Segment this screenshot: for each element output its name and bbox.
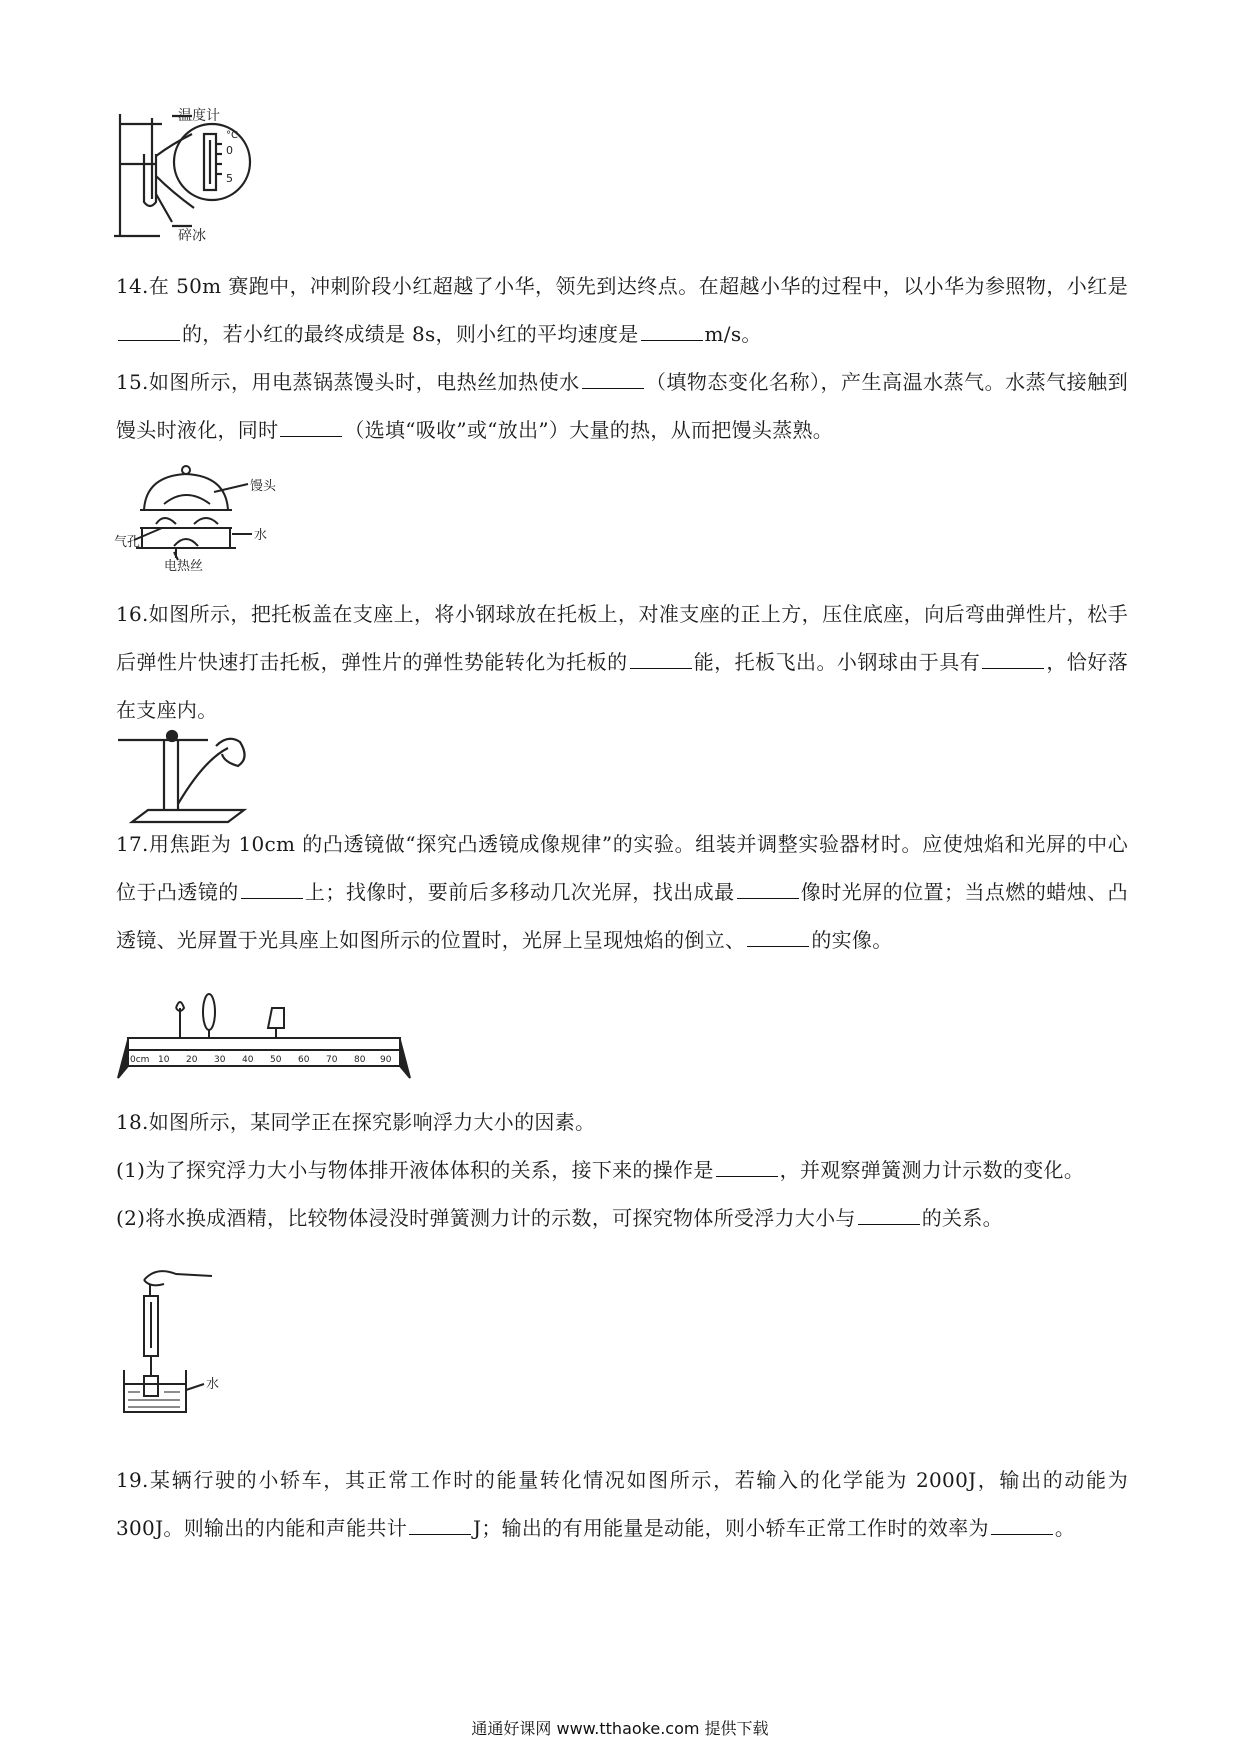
q18-s2-text-1: (2)将水换成酒精，比较物体浸没时弹簧测力计的示数，可探究物体所受浮力大小与 xyxy=(116,1206,856,1230)
tick-label: 40 xyxy=(242,1055,254,1065)
q15-blank-1[interactable] xyxy=(582,370,644,389)
optical-bench-diagram xyxy=(114,990,414,1082)
q15-text-1: 15.如图所示，用电蒸锅蒸馒头时，电热丝加热使水 xyxy=(116,370,580,394)
q17-blank-3[interactable] xyxy=(747,928,809,947)
tick-label: 50 xyxy=(270,1055,282,1065)
thermometer-figure xyxy=(112,104,262,244)
ice-label: 碎冰 xyxy=(178,228,206,244)
question-15 xyxy=(116,358,1128,454)
q16-blank-1[interactable] xyxy=(630,650,692,669)
tick-label: 80 xyxy=(354,1055,366,1065)
q18-s1-text-1: (1)为了探究浮力大小与物体排开液体体积的关系，接下来的操作是 xyxy=(116,1158,714,1182)
steamer-figure xyxy=(114,462,290,572)
q16-text-3: ，恰好落在支座内。 xyxy=(116,650,1129,722)
water-label: 水 xyxy=(254,528,268,543)
q15-blank-2[interactable] xyxy=(280,418,342,437)
scale-unit: °C xyxy=(226,130,238,141)
tick-label: 30 xyxy=(214,1055,226,1065)
q16-blank-2[interactable] xyxy=(982,650,1044,669)
scale-five: 5 xyxy=(226,172,233,185)
question-18-part-2 xyxy=(116,1194,1128,1242)
q15-text-3: （选填“吸收”或“放出”）大量的热，从而把馒头蒸熟。 xyxy=(344,418,834,442)
q17-text-1: 17.用焦距为 10cm 的凸透镜做“探究凸透镜成像规律”的实验。组装并调整实验器材时。应使烛焰和光屏的中心位于凸透镜的 xyxy=(116,832,1128,904)
tick-label: 10 xyxy=(158,1055,170,1065)
q19-text-1: 19.某辆行驶的小轿车，其正常工作时的能量转化情况如图所示，若输入的化学能为 2000J，输出的动能为 300J。则输出的内能和声能共计 xyxy=(116,1468,1128,1540)
q16-text-2: 能，托板飞出。小钢球由于具有 xyxy=(693,650,981,674)
q14-text-3: m/s。 xyxy=(704,322,762,346)
q17-blank-1[interactable] xyxy=(241,880,303,899)
buoyancy-diagram xyxy=(116,1262,246,1422)
q17-blank-2[interactable] xyxy=(737,880,799,899)
q18-blank-2[interactable] xyxy=(858,1206,920,1225)
hole-label: 气孔 xyxy=(114,535,141,550)
buoyancy-figure xyxy=(116,1262,246,1422)
q14-text-2: 的，若小红的最终成绩是 8s，则小红的平均速度是 xyxy=(182,322,639,346)
q14-text-1: 14.在 50m 赛跑中，冲刺阶段小红超越了小华，领先到达终点。在超越小华的过程中，以小华为参照物，小红是 xyxy=(116,274,1128,298)
q19-blank-1[interactable] xyxy=(409,1516,471,1535)
q17-text-2: 上；找像时，要前后多移动几次光屏，找出成最 xyxy=(304,880,735,904)
q19-text-2: J；输出的有用能量是动能，则小轿车正常工作时的效率为 xyxy=(473,1516,989,1540)
water-label: 水 xyxy=(206,1377,220,1392)
bun-label: 馒头 xyxy=(250,479,277,494)
q19-blank-2[interactable] xyxy=(991,1516,1053,1535)
question-14 xyxy=(116,262,1128,358)
thermometer-diagram xyxy=(112,104,262,244)
question-18-part-1 xyxy=(116,1146,1128,1194)
heater-label: 电热丝 xyxy=(164,559,204,572)
steamer-diagram xyxy=(114,462,290,572)
q14-blank-1[interactable] xyxy=(118,322,180,341)
tick-label: 60 xyxy=(298,1055,310,1065)
tick-label: 0cm xyxy=(130,1055,150,1065)
optical-bench-figure xyxy=(114,990,414,1082)
q18-intro-text: 18.如图所示，某同学正在探究影响浮力大小的因素。 xyxy=(116,1110,596,1134)
q17-text-3: 像时光屏的位置；当点燃的蜡烛、凸透镜、光屏置于光具座上如图所示的位置时，光屏上呈现烛焰的倒立、 xyxy=(116,880,1128,952)
q19-text-3: 。 xyxy=(1054,1516,1076,1540)
thermometer-label: 温度计 xyxy=(178,108,220,124)
question-18-intro xyxy=(116,1098,1128,1146)
q14-blank-2[interactable] xyxy=(641,322,703,341)
page-footer: 通通好课网 www.tthaoke.com 提供下载 xyxy=(471,1719,769,1738)
q17-text-4: 的实像。 xyxy=(811,928,893,952)
tick-label: 90 xyxy=(380,1055,392,1065)
q15-text-2: （填物态变化名称），产生高温水蒸气。水蒸气接触到馒头时液化，同时 xyxy=(116,370,1128,442)
q18-blank-1[interactable] xyxy=(716,1158,778,1177)
question-19 xyxy=(116,1456,1128,1552)
inertia-diagram xyxy=(112,728,272,824)
tick-label: 20 xyxy=(186,1055,198,1065)
tick-label: 70 xyxy=(326,1055,338,1065)
q18-s2-text-2: 的关系。 xyxy=(921,1206,1003,1230)
question-17 xyxy=(116,820,1128,964)
scale-zero: 0 xyxy=(226,144,233,157)
inertia-figure xyxy=(112,728,272,824)
ruler-ticks xyxy=(130,1055,392,1065)
q18-s1-text-2: ，并观察弹簧测力计示数的变化。 xyxy=(779,1158,1085,1182)
question-16 xyxy=(116,590,1128,734)
q16-text-1: 16.如图所示，把托板盖在支座上，将小钢球放在托板上，对准支座的正上方，压住底座，向后弯曲弹性片，松手后弹性片快速打击托板，弹性片的弹性势能转化为托板的 xyxy=(116,602,1128,674)
